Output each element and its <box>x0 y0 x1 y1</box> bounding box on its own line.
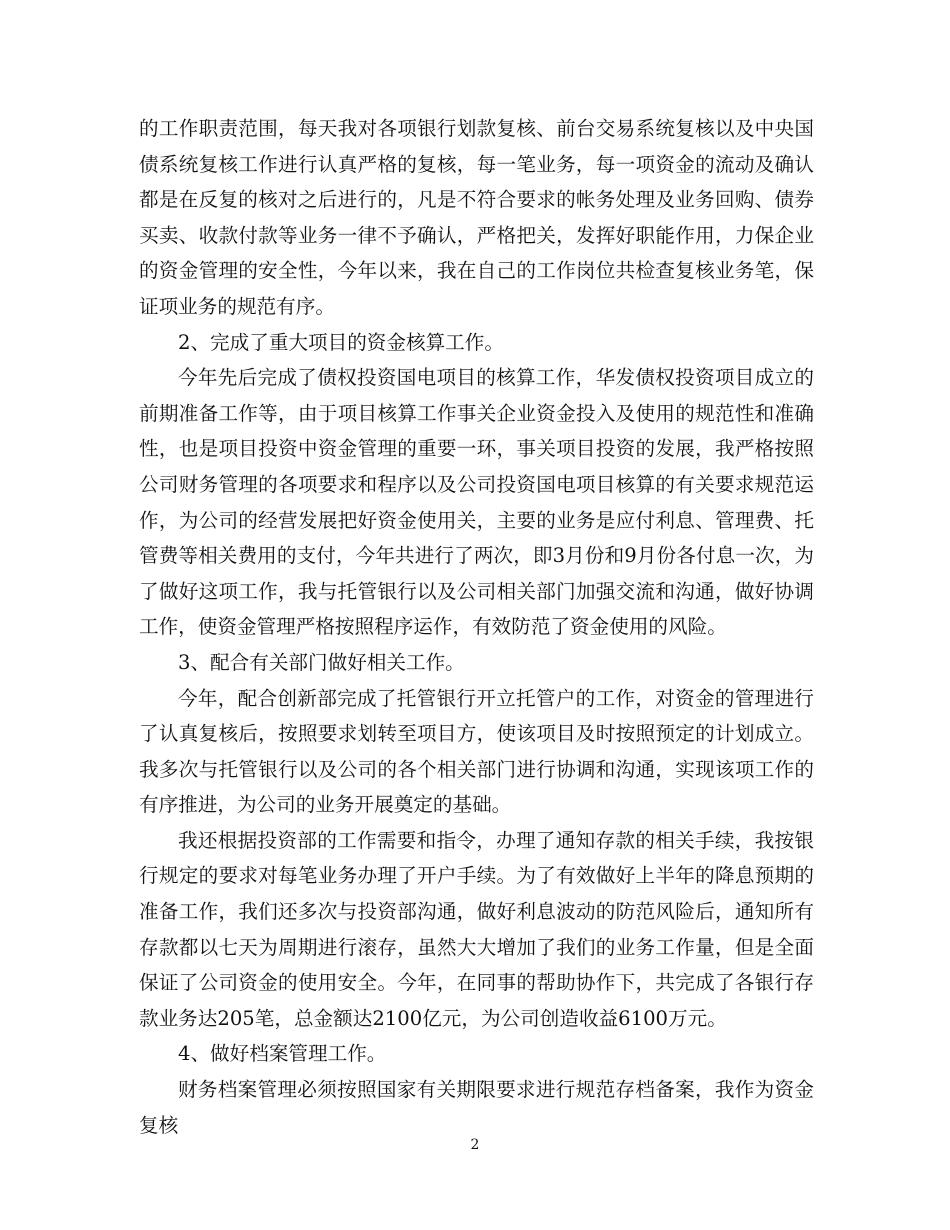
paragraph-4-heading: 3、配合有关部门做好相关工作。 <box>178 650 465 674</box>
paragraph-2-heading: 2、完成了重大项目的资金核算工作。 <box>178 330 504 354</box>
paragraph-1: 的工作职责范围，每天我对各项银行划款复核、前台交易系统复核以及中央国债系统复核工作进行认真严格的复核，每一笔业务，每一项资金的流动及确认都是在反复的核对之后进行的，凡是不符合要求的帐务处理及业务回购、债券买卖、收款付款等业务一律不予确认，严格把关，发挥好职能作用，力保企业的资金管理的安全性，今年以来，我在自己的工作岗位共检查复核业务笔，保证项业务的规范有序。 <box>139 117 814 318</box>
paragraph-5: 今年，配合创新部完成了托管银行开立托管户的工作，对资金的管理进行了认真复核后，按照要求划转至项目方，使该项目及时按照预定的计划成立。我多次与托管银行以及公司的各个相关部门进行协调和沟通，实现该项工作的有序推进，为公司的业务开展奠定的基础。 <box>139 686 814 817</box>
document-body <box>139 111 814 1143</box>
paragraph-8: 财务档案管理必须按照国家有关期限要求进行规范存档备案，我作为资金复核 <box>139 1078 814 1137</box>
paragraph-6: 我还根据投资部的工作需要和指令，办理了通知存款的相关手续，我按银行规定的要求对每笔业务办理了开户手续。为了有效做好上半年的降息预期的准备工作，我们还多次与投资部沟通，做好利息波动的防范风险后，通知所有存款都以七天为周期进行滚存，虽然大大增加了我们的业务工作量，但是全面保证了公司资金的使用安全。今年，在同事的帮助协作下，共完成了各银行存款业务达205笔，总金额达2100亿元，为公司创造收益6100万元。 <box>139 828 814 1030</box>
paragraph-3: 今年先后完成了债权投资国电项目的核算工作，华发债权投资项目成立的前期准备工作等，由于项目核算工作事关企业资金投入及使用的规范性和准确性，也是项目投资中资金管理的重要一环，事关项目投资的发展，我严格按照公司财务管理的各项要求和程序以及公司投资国电项目核算的有关要求规范运作，为公司的经营发展把好资金使用关，主要的业务是应付利息、管理费、托管费等相关费用的支付，今年共进行了两次，即3月份和9月份各付息一次，为了做好这项工作，我与托管银行以及公司相关部门加强交流和沟通，做好协调工作，使资金管理严格按照程序运作，有效防范了资金使用的风险。 <box>139 366 814 639</box>
page-number: 2 <box>470 1137 480 1153</box>
paragraph-7-heading: 4、做好档案管理工作。 <box>178 1042 387 1066</box>
